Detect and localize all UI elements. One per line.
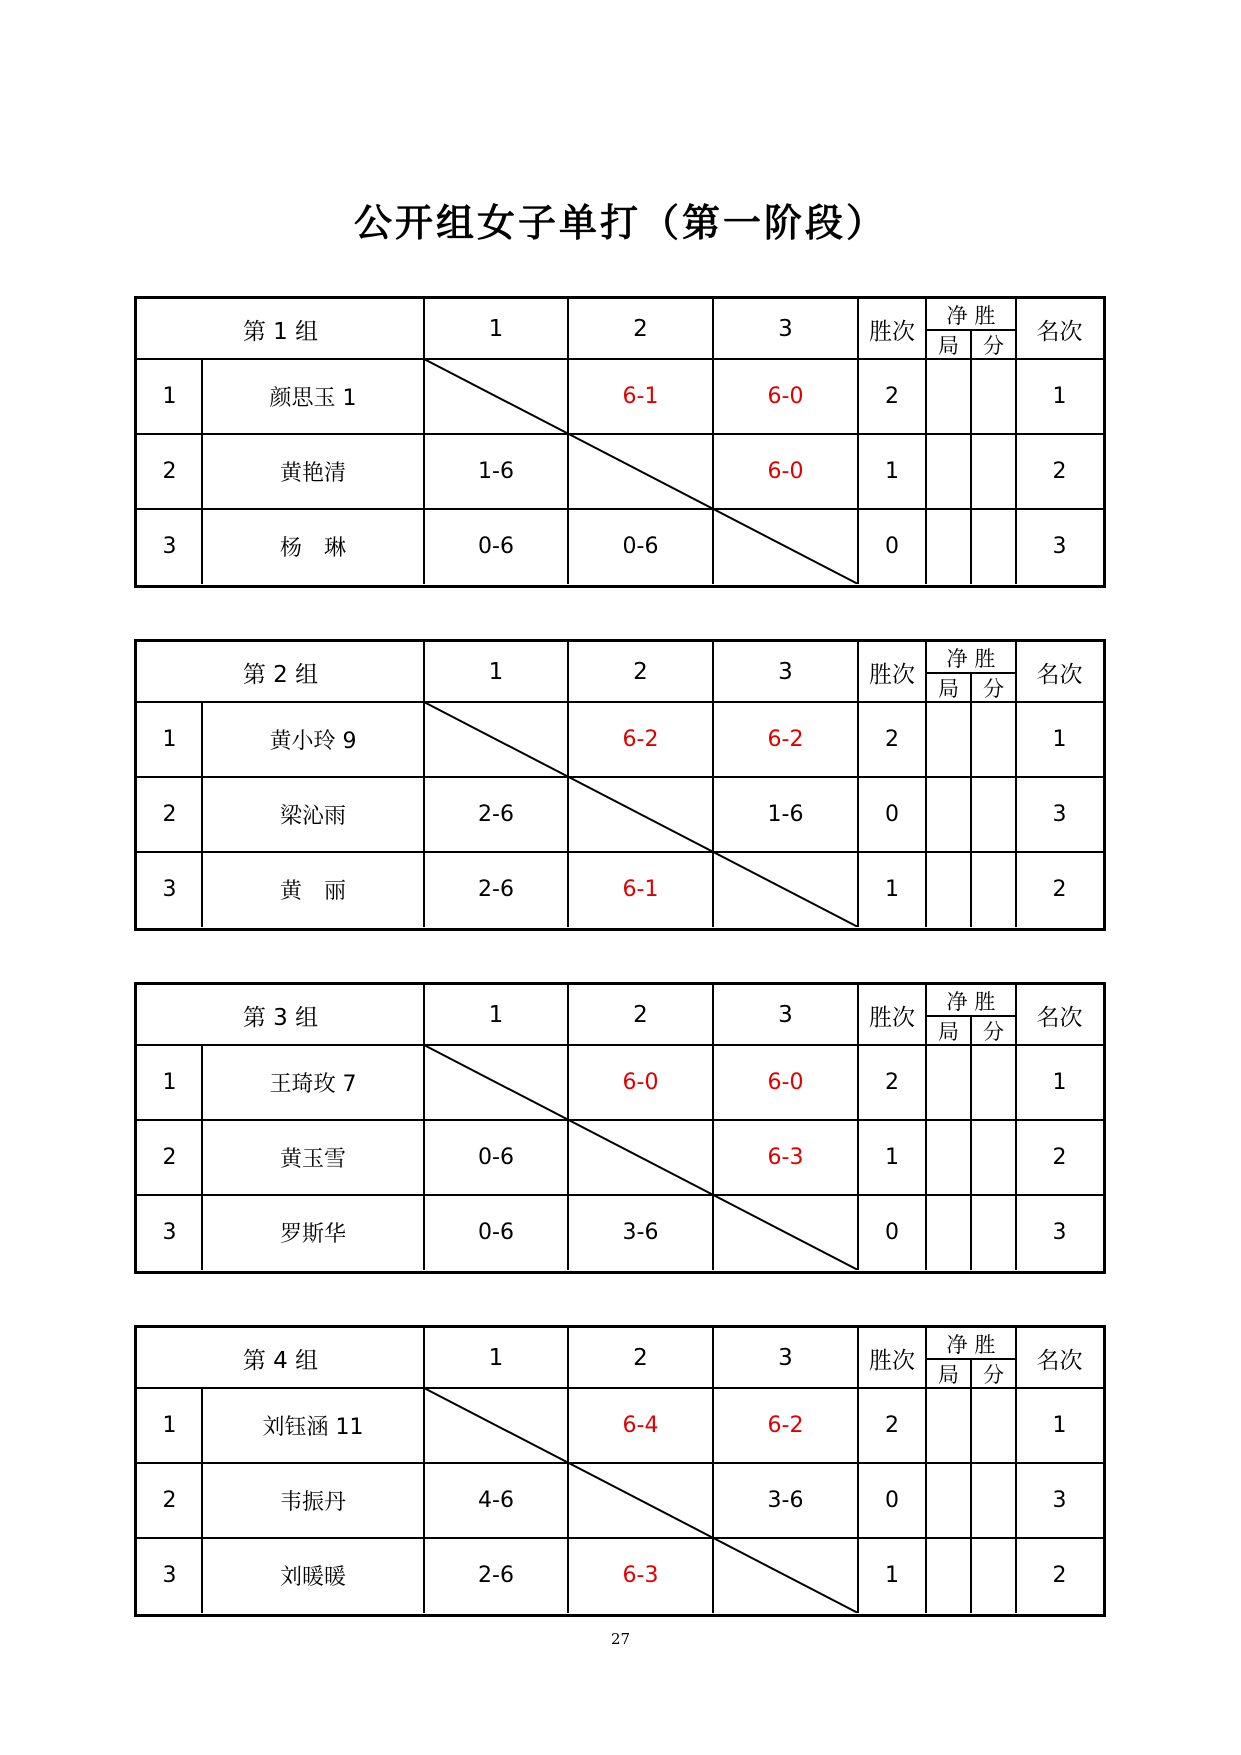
header-rank: 名次	[1036, 1004, 1083, 1031]
player-seed-no: 2	[162, 1145, 177, 1170]
rank-value: 3	[1052, 802, 1067, 827]
rank-value: 1	[1052, 384, 1067, 409]
player-seed-no: 1	[162, 384, 177, 409]
rank-value: 2	[1052, 877, 1067, 902]
header-col-3: 3	[778, 659, 793, 685]
self-match-diagonal	[137, 299, 1103, 584]
player-name: 韦振丹	[279, 1490, 346, 1515]
header-col-1: 1	[488, 1345, 504, 1371]
score-cell: 6-3	[767, 1145, 804, 1170]
header-wins: 胜次	[869, 1347, 915, 1374]
group-table-4	[134, 1325, 1106, 1617]
header-net-points: 分	[983, 333, 1004, 358]
player-name: 罗斯华	[279, 1222, 346, 1247]
player-name: 黄小玲 9	[269, 729, 357, 754]
player-seed-no: 2	[162, 459, 177, 484]
group-label: 第 3 组	[242, 1004, 319, 1031]
diagonal-line	[424, 1045, 858, 1270]
score-cell: 0-6	[478, 534, 514, 559]
player-name: 颜思玉 1	[269, 386, 357, 411]
header-wins: 胜次	[869, 318, 915, 345]
rank-value: 3	[1052, 1220, 1067, 1245]
score-cell: 3-6	[767, 1488, 804, 1513]
header-col-3: 3	[778, 1002, 793, 1028]
wins-count: 1	[885, 1563, 899, 1588]
wins-count: 1	[885, 1145, 899, 1170]
score-cell: 6-3	[622, 1563, 659, 1588]
group-table-2	[134, 639, 1106, 931]
wins-count: 0	[885, 802, 899, 827]
rank-value: 1	[1052, 1413, 1067, 1438]
header-net-win: 净 胜	[946, 989, 996, 1014]
group-table-3	[134, 982, 1106, 1274]
header-col-1: 1	[488, 1002, 504, 1028]
rank-value: 1	[1052, 727, 1067, 752]
rank-value: 3	[1052, 1488, 1067, 1513]
page-title: 公开组女子单打（第一阶段）	[353, 200, 887, 245]
wins-count: 0	[885, 1488, 899, 1513]
rank-value: 2	[1052, 1145, 1067, 1170]
header-col-1: 1	[488, 316, 504, 342]
score-cell: 2-6	[478, 802, 514, 827]
header-rank: 名次	[1036, 661, 1083, 688]
header-wins: 胜次	[869, 661, 915, 688]
header-net-win: 净 胜	[946, 646, 996, 671]
header-net-games: 局	[938, 1362, 959, 1387]
player-name: 杨 琳	[279, 536, 346, 561]
rank-value: 2	[1052, 1563, 1067, 1588]
player-seed-no: 3	[162, 534, 177, 559]
wins-count: 2	[885, 1070, 899, 1095]
player-seed-no: 1	[162, 1413, 177, 1438]
player-name: 梁沁雨	[279, 804, 346, 829]
rank-value: 2	[1052, 459, 1067, 484]
rank-value: 3	[1052, 534, 1067, 559]
player-seed-no: 2	[162, 802, 177, 827]
header-net-win: 净 胜	[946, 303, 996, 328]
wins-count: 0	[885, 534, 899, 559]
self-match-diagonal	[137, 985, 1103, 1270]
player-name: 王琦玫 7	[269, 1072, 357, 1097]
wins-count: 2	[885, 727, 899, 752]
player-name: 刘钰涵 11	[262, 1415, 364, 1440]
page-number: 27	[610, 1630, 631, 1648]
wins-count: 2	[885, 1413, 899, 1438]
self-match-diagonal	[137, 1328, 1103, 1613]
header-col-2: 2	[633, 316, 648, 342]
header-col-2: 2	[633, 1002, 648, 1028]
score-cell: 6-2	[767, 1413, 804, 1438]
diagonal-line	[424, 359, 858, 584]
rank-value: 1	[1052, 1070, 1067, 1095]
header-net-games: 局	[938, 333, 959, 358]
score-cell: 6-0	[767, 459, 804, 484]
wins-count: 1	[885, 459, 899, 484]
player-seed-no: 3	[162, 1220, 177, 1245]
wins-count: 0	[885, 1220, 899, 1245]
header-col-2: 2	[633, 1345, 648, 1371]
diagonal-line	[424, 702, 858, 927]
group-label: 第 2 组	[242, 661, 319, 688]
score-cell: 6-0	[767, 1070, 804, 1095]
player-seed-no: 1	[162, 1070, 177, 1095]
header-net-win: 净 胜	[946, 1332, 996, 1357]
score-cell: 1-6	[478, 459, 514, 484]
player-seed-no: 1	[162, 727, 177, 752]
score-cell: 6-2	[767, 727, 804, 752]
score-cell: 0-6	[622, 534, 659, 559]
player-name: 刘暖暖	[279, 1565, 346, 1590]
header-wins: 胜次	[869, 1004, 915, 1031]
player-name: 黄玉雪	[279, 1147, 346, 1172]
header-col-3: 3	[778, 316, 793, 342]
score-cell: 2-6	[478, 1563, 514, 1588]
score-cell: 1-6	[767, 802, 804, 827]
player-seed-no: 2	[162, 1488, 177, 1513]
header-net-points: 分	[983, 676, 1004, 701]
score-cell: 0-6	[478, 1220, 514, 1245]
header-net-points: 分	[983, 1019, 1004, 1044]
group-table-1	[134, 296, 1106, 588]
score-cell: 2-6	[478, 877, 514, 902]
header-rank: 名次	[1036, 318, 1083, 345]
player-seed-no: 3	[162, 1563, 177, 1588]
header-col-3: 3	[778, 1345, 793, 1371]
score-cell: 6-0	[767, 384, 804, 409]
header-net-games: 局	[938, 676, 959, 701]
score-cell: 0-6	[478, 1145, 514, 1170]
score-cell: 6-0	[622, 1070, 659, 1095]
score-cell: 4-6	[478, 1488, 514, 1513]
wins-count: 1	[885, 877, 899, 902]
score-cell: 6-4	[622, 1413, 659, 1438]
score-cell: 6-2	[622, 727, 659, 752]
header-net-points: 分	[983, 1362, 1004, 1387]
header-col-2: 2	[633, 659, 648, 685]
player-name: 黄艳清	[279, 461, 346, 486]
score-cell: 3-6	[622, 1220, 659, 1245]
header-col-1: 1	[488, 659, 504, 685]
self-match-diagonal	[137, 642, 1103, 927]
player-name: 黄 丽	[279, 879, 346, 904]
diagonal-line	[424, 1388, 858, 1613]
player-seed-no: 3	[162, 877, 177, 902]
header-rank: 名次	[1036, 1347, 1083, 1374]
header-net-games: 局	[938, 1019, 959, 1044]
group-label: 第 1 组	[242, 318, 319, 345]
group-label: 第 4 组	[242, 1347, 319, 1374]
score-cell: 6-1	[622, 384, 659, 409]
wins-count: 2	[885, 384, 899, 409]
score-cell: 6-1	[622, 877, 659, 902]
